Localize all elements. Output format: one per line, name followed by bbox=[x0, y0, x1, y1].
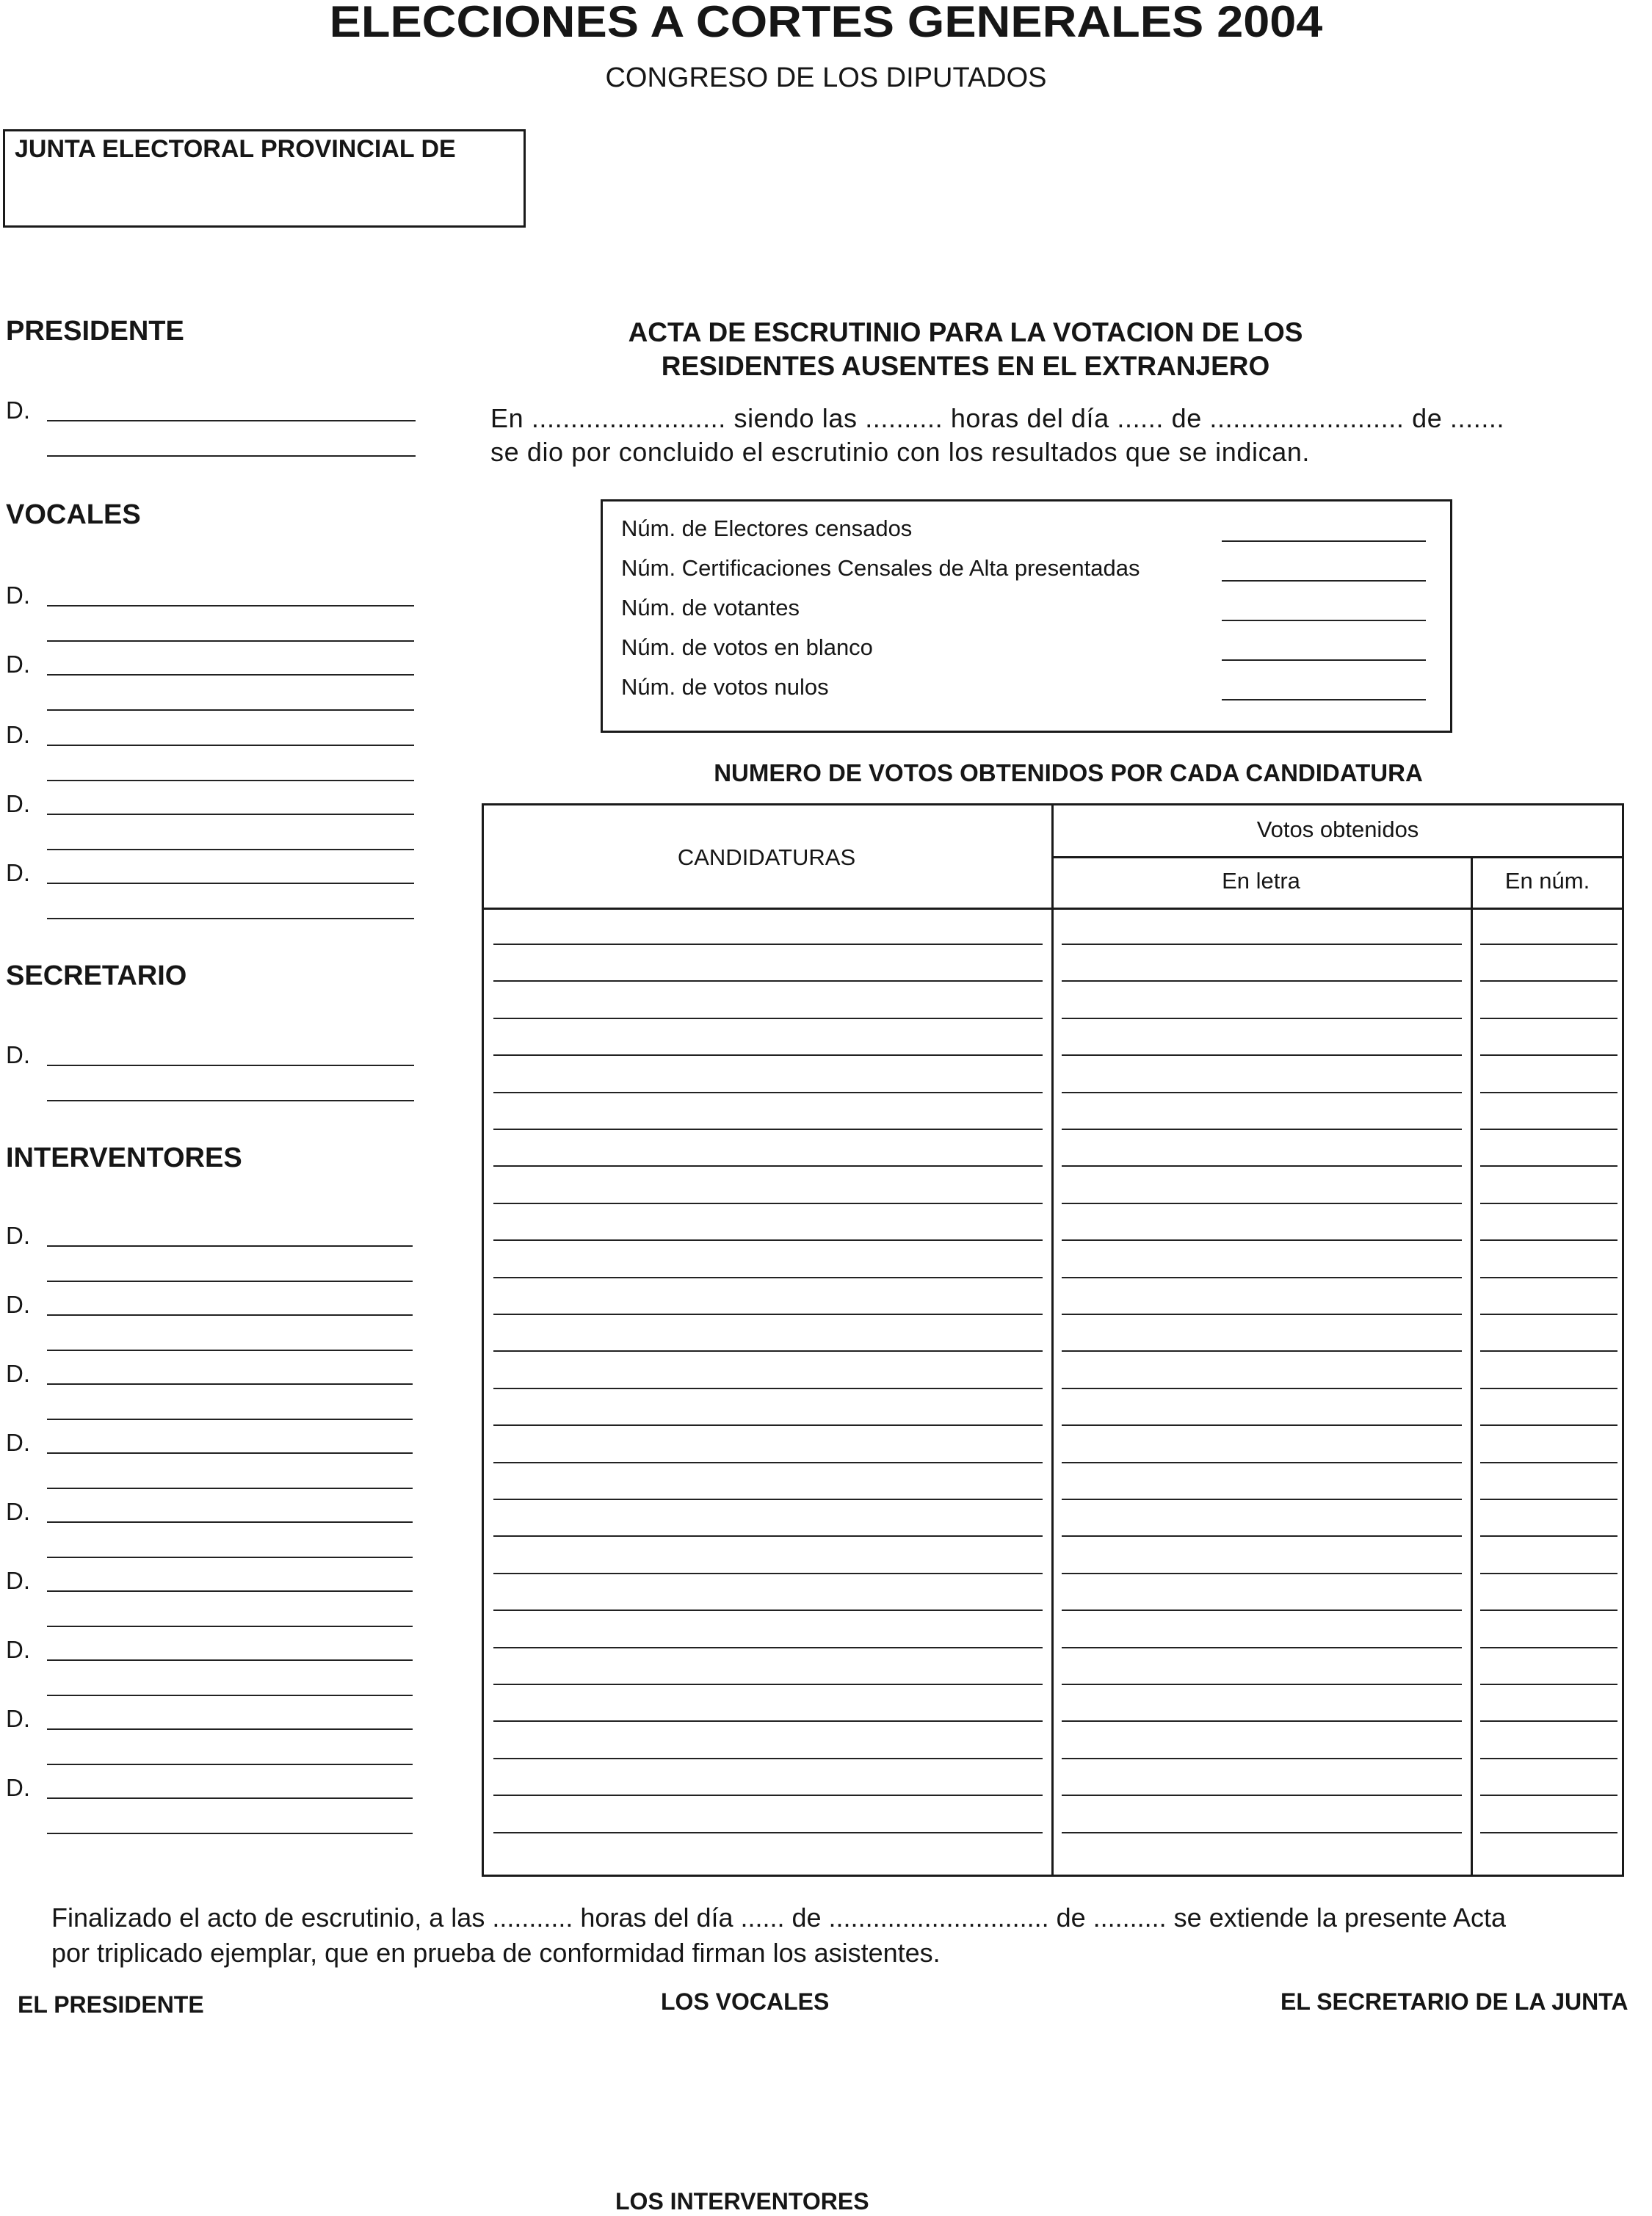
signature-interventores: LOS INTERVENTORES bbox=[615, 2188, 869, 2215]
vocal-d-label: D. bbox=[6, 582, 30, 609]
stat-label-votantes: Núm. de votantes bbox=[621, 595, 800, 620]
table-row-line[interactable] bbox=[1062, 1499, 1462, 1500]
table-row-line[interactable] bbox=[1480, 1018, 1617, 1019]
document-title: ELECCIONES A CORTES GENERALES 2004 bbox=[329, 0, 1323, 46]
vocal-d-label: D. bbox=[6, 651, 30, 678]
table-row-line[interactable] bbox=[1062, 1832, 1462, 1833]
table-row-line[interactable] bbox=[493, 1203, 1043, 1204]
table-row-line[interactable] bbox=[1062, 1239, 1462, 1241]
signature-secretario: EL SECRETARIO DE LA JUNTA bbox=[1280, 1988, 1629, 2015]
interventor-name-line[interactable] bbox=[47, 1521, 413, 1523]
table-row-line[interactable] bbox=[1480, 1720, 1617, 1722]
interventor-name-line-2[interactable] bbox=[47, 1626, 413, 1627]
table-row-line[interactable] bbox=[1480, 1277, 1617, 1278]
table-row-line[interactable] bbox=[1062, 1684, 1462, 1685]
vocal-d-label: D. bbox=[6, 790, 30, 817]
table-row-line[interactable] bbox=[1062, 1720, 1462, 1722]
table-row-line[interactable] bbox=[493, 1350, 1043, 1352]
table-row-line[interactable] bbox=[493, 1165, 1043, 1167]
secretario-heading: SECRETARIO bbox=[6, 960, 187, 991]
table-row-line[interactable] bbox=[1480, 1203, 1617, 1204]
table-row-line[interactable] bbox=[1062, 1573, 1462, 1574]
table-row-line[interactable] bbox=[1062, 1314, 1462, 1315]
interventor-d-label: D. bbox=[6, 1705, 30, 1732]
stat-label-nulos: Núm. de votos nulos bbox=[621, 674, 829, 700]
vocal-name-line[interactable] bbox=[47, 814, 414, 815]
vocal-name-line-2[interactable] bbox=[47, 709, 414, 711]
table-divider bbox=[1471, 856, 1473, 1877]
table-row-line[interactable] bbox=[1480, 1647, 1617, 1648]
table-row-line[interactable] bbox=[1480, 1535, 1617, 1537]
interventor-name-line[interactable] bbox=[47, 1314, 413, 1316]
interventor-name-line[interactable] bbox=[47, 1245, 413, 1247]
table-row-line[interactable] bbox=[493, 1832, 1043, 1833]
table-row-line[interactable] bbox=[493, 1647, 1043, 1648]
vocal-name-line[interactable] bbox=[47, 745, 414, 746]
table-row-line[interactable] bbox=[1480, 1054, 1617, 1056]
table-row-line[interactable] bbox=[1062, 1462, 1462, 1463]
table-row-line[interactable] bbox=[1480, 1165, 1617, 1167]
acta-sentence-line1: En ......................... siendo las .......... horas del día ...... de ......................... de ....... bbox=[490, 403, 1505, 433]
vocal-name-line[interactable] bbox=[47, 883, 414, 884]
table-row-line[interactable] bbox=[493, 980, 1043, 982]
col-num-header: En núm. bbox=[1504, 868, 1590, 894]
table-row-line[interactable] bbox=[493, 1499, 1043, 1500]
stat-label-electores: Núm. de Electores censados bbox=[621, 515, 913, 541]
col-candidaturas-header: CANDIDATURAS bbox=[677, 844, 856, 870]
interventor-d-label: D. bbox=[6, 1291, 30, 1318]
vocal-d-label: D. bbox=[6, 859, 30, 886]
document-subtitle: CONGRESO DE LOS DIPUTADOS bbox=[605, 62, 1047, 93]
table-divider bbox=[1051, 803, 1054, 1877]
interventor-name-line-2[interactable] bbox=[47, 1350, 413, 1351]
vocal-name-line[interactable] bbox=[47, 605, 414, 606]
table-row-line[interactable] bbox=[493, 1277, 1043, 1278]
interventor-name-line-2[interactable] bbox=[47, 1833, 413, 1834]
table-divider bbox=[1051, 856, 1624, 858]
table-row-line[interactable] bbox=[1480, 944, 1617, 945]
junta-label: JUNTA ELECTORAL PROVINCIAL DE bbox=[15, 135, 456, 163]
interventor-d-label: D. bbox=[6, 1774, 30, 1801]
presidente-name-line-2[interactable] bbox=[47, 455, 416, 457]
table-divider bbox=[482, 908, 1624, 910]
interventor-name-line[interactable] bbox=[47, 1797, 413, 1799]
acta-heading bbox=[558, 316, 1373, 383]
table-row-line[interactable] bbox=[493, 1092, 1043, 1093]
stat-value-line[interactable] bbox=[1222, 540, 1426, 542]
table-row-line[interactable] bbox=[493, 944, 1043, 945]
interventor-d-label: D. bbox=[6, 1567, 30, 1594]
table-row-line[interactable] bbox=[493, 1758, 1043, 1759]
vocal-name-line-2[interactable] bbox=[47, 640, 414, 642]
table-row-line[interactable] bbox=[1480, 1684, 1617, 1685]
table-row-line[interactable] bbox=[1062, 1054, 1462, 1056]
table-row-line[interactable] bbox=[1062, 944, 1462, 945]
acta-sentence-line2: se dio por concluido el escrutinio con los resultados que se indican. bbox=[490, 437, 1311, 467]
vocal-name-line-2[interactable] bbox=[47, 849, 414, 850]
table-row-line[interactable] bbox=[1480, 1350, 1617, 1352]
table-row-line[interactable] bbox=[1062, 1610, 1462, 1611]
table-row-line[interactable] bbox=[493, 1535, 1043, 1537]
closing-line2: por triplicado ejemplar, que en prueba de conformidad firman los asistentes. bbox=[51, 1938, 941, 1968]
stat-value-line[interactable] bbox=[1222, 580, 1426, 582]
presidente-heading: PRESIDENTE bbox=[6, 316, 184, 347]
interventor-name-line[interactable] bbox=[47, 1452, 413, 1454]
table-row-line[interactable] bbox=[1480, 1462, 1617, 1463]
col-votos-header: Votos obtenidos bbox=[1256, 816, 1419, 842]
table-row-line[interactable] bbox=[493, 1129, 1043, 1130]
table-row-line[interactable] bbox=[1062, 1129, 1462, 1130]
table-row-line[interactable] bbox=[1062, 1203, 1462, 1204]
stat-value-line[interactable] bbox=[1222, 699, 1426, 700]
table-row-line[interactable] bbox=[1480, 1092, 1617, 1093]
vocal-d-label: D. bbox=[6, 721, 30, 748]
table-row-line[interactable] bbox=[1062, 1277, 1462, 1278]
table-row-line[interactable] bbox=[493, 1314, 1043, 1315]
stat-value-line[interactable] bbox=[1222, 659, 1426, 661]
table-row-line[interactable] bbox=[493, 1573, 1043, 1574]
table-row-line[interactable] bbox=[1480, 1388, 1617, 1389]
interventor-name-line-2[interactable] bbox=[47, 1281, 413, 1282]
table-row-line[interactable] bbox=[1062, 1758, 1462, 1759]
interventor-name-line[interactable] bbox=[47, 1659, 413, 1661]
interventores-heading: INTERVENTORES bbox=[6, 1143, 242, 1173]
table-row-line[interactable] bbox=[1480, 1610, 1617, 1611]
table-row-line[interactable] bbox=[1062, 1795, 1462, 1796]
table-row-line[interactable] bbox=[1480, 1129, 1617, 1130]
secretario-d-label: D. bbox=[6, 1041, 30, 1068]
closing-line1: Finalizado el acto de escrutinio, a las ........... horas del día ...... de .............................. de .......... se extiende la presente Acta bbox=[51, 1902, 1506, 1933]
table-row-line[interactable] bbox=[493, 1424, 1043, 1426]
table-row-line[interactable] bbox=[1480, 1239, 1617, 1241]
table-row-line[interactable] bbox=[1062, 1018, 1462, 1019]
interventor-name-line[interactable] bbox=[47, 1383, 413, 1385]
presidente-d-label: D. bbox=[6, 397, 30, 424]
table-row-line[interactable] bbox=[493, 1462, 1043, 1463]
interventor-d-label: D. bbox=[6, 1222, 30, 1249]
table-row-line[interactable] bbox=[1480, 1832, 1617, 1833]
stat-label-certificaciones: Núm. Certificaciones Censales de Alta presentadas bbox=[621, 555, 1140, 581]
table-row-line[interactable] bbox=[493, 1388, 1043, 1389]
presidente-name-line[interactable] bbox=[47, 420, 416, 421]
vocales-heading: VOCALES bbox=[6, 499, 141, 530]
interventor-d-label: D. bbox=[6, 1360, 30, 1387]
table-row-line[interactable] bbox=[1062, 1535, 1462, 1537]
table-row-line[interactable] bbox=[1062, 1165, 1462, 1167]
table-row-line[interactable] bbox=[1480, 1424, 1617, 1426]
acta-heading-line1: ACTA DE ESCRUTINIO PARA LA VOTACION DE LOS bbox=[628, 317, 1303, 347]
signature-vocales: LOS VOCALES bbox=[661, 1988, 830, 2015]
signature-presidente: EL PRESIDENTE bbox=[18, 1991, 204, 2018]
interventor-name-line-2[interactable] bbox=[47, 1557, 413, 1558]
acta-heading-line2: RESIDENTES AUSENTES EN EL EXTRANJERO bbox=[661, 351, 1270, 381]
table-row-line[interactable] bbox=[1480, 1499, 1617, 1500]
vocal-name-line-2[interactable] bbox=[47, 780, 414, 781]
table-row-line[interactable] bbox=[493, 1684, 1043, 1685]
table-row-line[interactable] bbox=[493, 1610, 1043, 1611]
table-row-line[interactable] bbox=[1480, 980, 1617, 982]
table-row-line[interactable] bbox=[493, 1239, 1043, 1241]
interventor-d-label: D. bbox=[6, 1498, 30, 1525]
interventor-name-line-2[interactable] bbox=[47, 1419, 413, 1420]
interventor-name-line-2[interactable] bbox=[47, 1488, 413, 1489]
secretario-name-line[interactable] bbox=[47, 1065, 414, 1066]
interventor-d-label: D. bbox=[6, 1636, 30, 1663]
interventor-name-line-2[interactable] bbox=[47, 1764, 413, 1765]
table-row-line[interactable] bbox=[493, 1795, 1043, 1796]
col-letra-header: En letra bbox=[1222, 868, 1300, 894]
interventor-name-line[interactable] bbox=[47, 1728, 413, 1730]
table-row-line[interactable] bbox=[1480, 1573, 1617, 1574]
table-row-line[interactable] bbox=[1062, 1647, 1462, 1648]
table-row-line[interactable] bbox=[1062, 1092, 1462, 1093]
table-row-line[interactable] bbox=[1480, 1795, 1617, 1796]
vocal-name-line[interactable] bbox=[47, 674, 414, 676]
interventor-d-label: D. bbox=[6, 1429, 30, 1456]
table-row-line[interactable] bbox=[493, 1054, 1043, 1056]
table-row-line[interactable] bbox=[1062, 1350, 1462, 1352]
stat-label-blanco: Núm. de votos en blanco bbox=[621, 634, 873, 660]
table-row-line[interactable] bbox=[1480, 1314, 1617, 1315]
secretario-name-line-2[interactable] bbox=[47, 1100, 414, 1101]
table-row-line[interactable] bbox=[1062, 980, 1462, 982]
interventor-name-line[interactable] bbox=[47, 1590, 413, 1592]
table-title: NUMERO DE VOTOS OBTENIDOS POR CADA CANDIDATURA bbox=[714, 759, 1423, 786]
table-row-line[interactable] bbox=[493, 1018, 1043, 1019]
vocal-name-line-2[interactable] bbox=[47, 918, 414, 919]
table-row-line[interactable] bbox=[1480, 1758, 1617, 1759]
stat-value-line[interactable] bbox=[1222, 620, 1426, 621]
table-row-line[interactable] bbox=[493, 1720, 1043, 1722]
table-row-line[interactable] bbox=[1062, 1424, 1462, 1426]
table-row-line[interactable] bbox=[1062, 1388, 1462, 1389]
interventor-name-line-2[interactable] bbox=[47, 1695, 413, 1696]
